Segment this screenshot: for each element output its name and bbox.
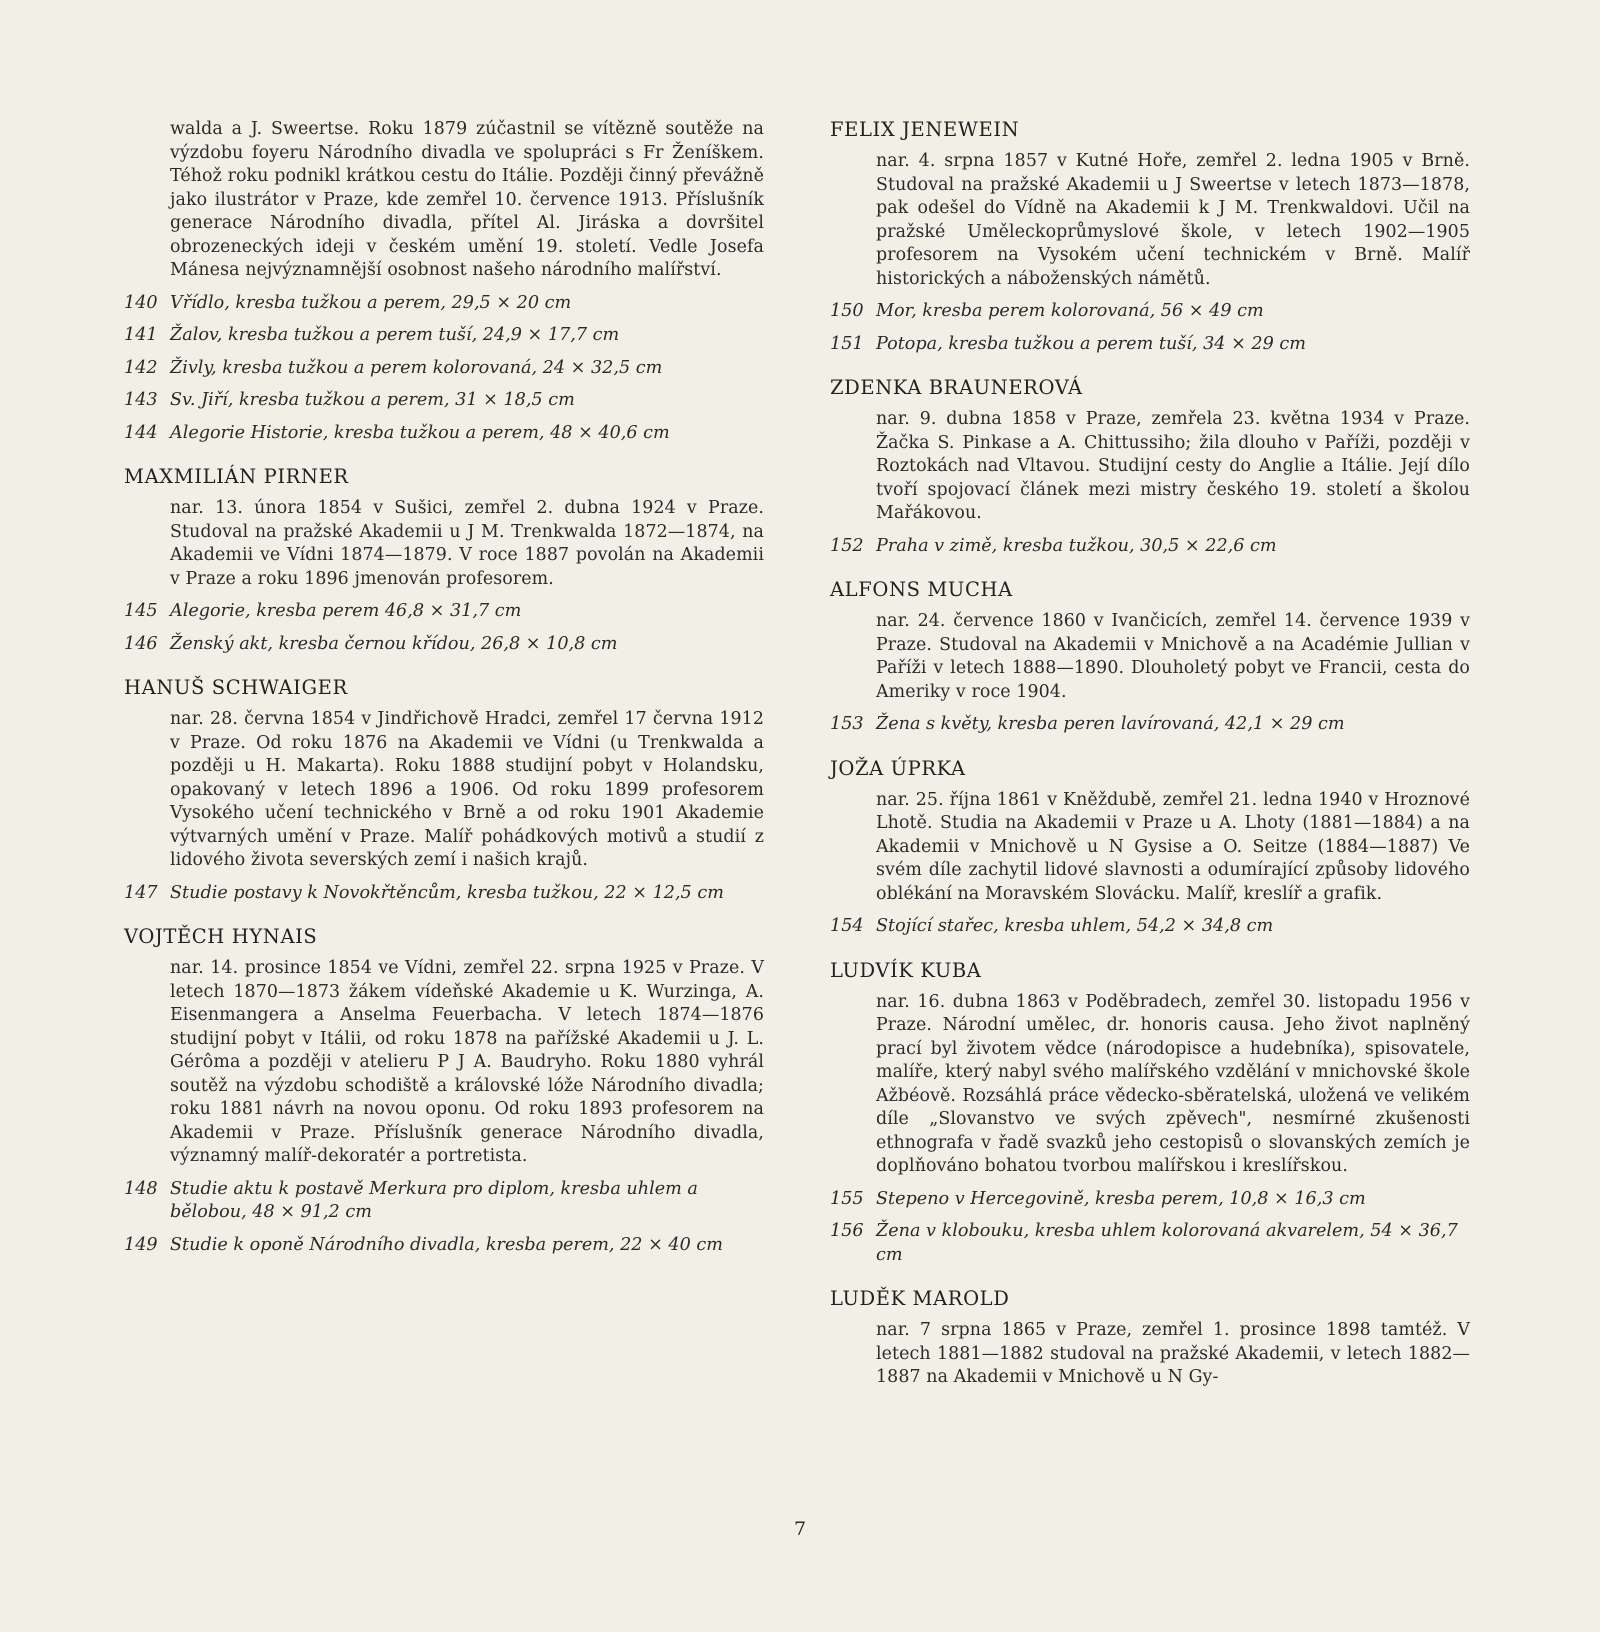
work-number: 148 [124, 1178, 158, 1199]
artist-biography: nar. 9. dubna 1858 v Praze, zemřela 23. května 1934 v Praze. Žačka S. Pinkase a A. Chittussiho; žila dlouho v Paříži, později v Roztokách nad Vltavou. Studijní cesty do Anglie a Itálie. Její dílo tvoří spojovací článek mezi mistry českého 19. století a školou Mařákovou. [876, 409, 1470, 523]
work-number: 140 [124, 292, 158, 313]
work-number: 153 [830, 714, 864, 734]
work-number: 144 [124, 422, 158, 443]
artist-section-marold [830, 1287, 1470, 1390]
work-entry [124, 292, 764, 316]
page-number: 7 [793, 1518, 807, 1540]
work-title: Mor, kresba perem kolorovaná, 56 × 49 cm [876, 301, 1264, 321]
artist-section-mucha [830, 578, 1470, 737]
work-entry [830, 915, 1470, 939]
work-title: Živly, kresba tužkou a perem kolorovaná, 24 × 32,5 cm [170, 357, 663, 378]
artist-biography: nar. 14. prosince 1854 ve Vídni, zemřel 22. srpna 1925 v Praze. V letech 1870—1873 žákem vídeňské Akademie u K. Wurzinga, A. Eisenmangera a Anselma Feuerbacha. V letech 1874—1876 studijní pobyt v Itálii, od roku 1878 na pařížské Akademii u J. L. Gérôma a později v atelieru P J A. Baudryho. Roku 1880 vyhrál soutěž na výzdobu schodiště a královské lóže Národního divadla; roku 1881 návrh na novou oponu. Od roku 1893 profesorem na Akademii v Praze. Příslušník generace Národního divadla, významný malíř-dekoratér a portretista. [170, 958, 764, 1166]
work-title: Stojící stařec, kresba uhlem, 54,2 × 34,8 cm [876, 916, 1274, 936]
work-title: Studie k oponě Národního divadla, kresba perem, 22 × 40 cm [170, 1234, 723, 1255]
work-title: Žalov, kresba tužkou a perem tuší, 24,9 × 17,7 cm [170, 325, 620, 345]
artist-section-braunerova [830, 376, 1470, 558]
work-entry [830, 535, 1470, 559]
left-column [124, 118, 764, 1266]
work-entry [830, 333, 1470, 357]
work-number: 142 [124, 357, 158, 378]
work-title: Praha v zimě, kresba tužkou, 30,5 × 22,6 cm [876, 535, 1277, 556]
work-number: 141 [124, 325, 158, 345]
work-title: Sv. Jiří, kresba tužkou a perem, 31 × 18,5 cm [170, 390, 575, 410]
artist-biography: nar. 24. července 1860 v Ivančicích, zemřel 14. července 1939 v Praze. Studoval na Akademii v Mnichově a na Académie Jullian v Paříži v letech 1888—1890. Dlouholetý pobyt ve Francii, cesta do Ameriky v roce 1904. [876, 611, 1470, 702]
work-title: Stepeno v Hercegovině, kresba perem, 10,8 × 16,3 cm [876, 1188, 1366, 1209]
work-title: Studie postavy k Novokřtěncům, kresba tužkou, 22 × 12,5 cm [170, 882, 724, 903]
artist-section-kuba [830, 959, 1470, 1268]
continued-biography: walda a J. Sweertse. Roku 1879 zúčastnil se vítězně soutěže na výzdobu foyeru Národního divadla ve spolupráci s Fr Ženíškem. Téhož roku podnikl krátkou cestu do Itálie. Později činný převážně jako ilustrátor v Praze, kde zemřel 10. července 1913. Příslušník generace Národního divadla, přítel Al. Jiráska a dovršitel obrozeneckých ideji v českém umění 19. století. Vedle Josefa Mánesa nejvýznamnější osobnost našeho národního malířství. [170, 119, 764, 280]
continued-works [124, 292, 764, 446]
work-entry [124, 324, 764, 348]
work-title: Alegorie, kresba perem 46,8 × 31,7 cm [170, 601, 522, 621]
artist-biography: nar. 13. února 1854 v Sušici, zemřel 2. dubna 1924 v Praze. Studoval na pražské Akademii u J M. Trenkwalda 1872—1874, na Akademii ve Vídni 1874—1879. V roce 1887 povolán na Akademii v Praze a roku 1896 jmenován profesorem. [170, 498, 764, 589]
work-entry [124, 1234, 764, 1258]
artist-name: FELIX JENEWEIN [830, 118, 1020, 141]
work-number: 149 [124, 1234, 158, 1255]
artist-biography: nar. 7 srpna 1865 v Praze, zemřel 1. prosince 1898 tamtéž. V letech 1881—1882 studoval na pražské Akademii, v letech 1882—1887 na Akademii v Mnichově u N Gy- [876, 1320, 1470, 1387]
work-title: Studie aktu k postavě Merkura pro diplom, kresba uhlem a bělobou, 48 × 91,2 cm [170, 1178, 698, 1222]
artist-name: LUDVÍK KUBA [830, 958, 982, 982]
work-entry [124, 882, 764, 906]
work-title: Žena v klobouku, kresba uhlem kolorovaná akvarelem, 54 × 36,7 cm [876, 1221, 1458, 1265]
work-entry [124, 1178, 764, 1225]
work-entry [830, 1188, 1470, 1212]
work-number: 150 [830, 301, 864, 321]
work-number: 154 [830, 916, 864, 936]
artist-name: ALFONS MUCHA [830, 578, 1013, 601]
artist-name: LUDĚK MAROLD [830, 1287, 1010, 1310]
work-title: Potopa, kresba tužkou a perem tuší, 34 × 29 cm [876, 333, 1306, 354]
work-entry [124, 600, 764, 624]
work-number: 155 [830, 1188, 864, 1209]
artist-section-uprka [830, 757, 1470, 939]
artist-name: HANUŠ SCHWAIGER [124, 676, 348, 699]
work-entry [830, 1220, 1470, 1267]
artist-name: JOŽA ÚPRKA [830, 756, 966, 780]
work-entry [124, 422, 764, 446]
artist-section-hynais [124, 925, 764, 1257]
work-entry [830, 300, 1470, 324]
work-title: Žena s květy, kresba peren lavírovaná, 42,1 × 29 cm [876, 714, 1345, 734]
work-number: 152 [830, 535, 864, 556]
work-entry [124, 357, 764, 381]
right-column [830, 118, 1470, 1397]
artist-biography: nar. 4. srpna 1857 v Kutné Hoře, zemřel 2. ledna 1905 v Brně. Studoval na pražské Akademii u J Sweertse v letech 1873—1878, pak odešel do Vídně na Akademii k J M. Trenkwaldovi. Učil na pražské Uměleckoprůmyslové škole, v letech 1902—1905 profesorem na Vysokém učení technickém v Brně. Malíř historických a náboženských námětů. [876, 151, 1470, 289]
artist-biography: nar. 28. června 1854 v Jindřichově Hradci, zemřel 17 června 1912 v Praze. Od roku 1876 na Akademii ve Vídni (u Trenkwalda a později u H. Makarta). Roku 1888 studijní pobyt v Holandsku, opakovaný v letech 1896 a 1906. Od roku 1899 profesorem Vysokého učení technického v Brně a od roku 1901 Akademie výtvarných umění v Praze. Malíř pohádkových motivů a studií z lidového života severských zemí i našich krajů. [170, 709, 764, 870]
artist-name: ZDENKA BRAUNEROVÁ [830, 376, 1083, 399]
work-entry [830, 713, 1470, 737]
work-title: Vřídlo, kresba tužkou a perem, 29,5 × 20 cm [170, 292, 572, 313]
work-number: 147 [124, 882, 158, 903]
artist-section-schwaiger [124, 676, 764, 905]
work-number: 143 [124, 390, 158, 410]
artist-section-jenewein [830, 118, 1470, 356]
work-number: 146 [124, 633, 158, 654]
work-entry [124, 389, 764, 413]
artist-section-pirner [124, 465, 764, 656]
work-entry [124, 633, 764, 657]
work-title: Alegorie Historie, kresba tužkou a perem, 48 × 40,6 cm [170, 422, 670, 443]
work-number: 145 [124, 601, 158, 621]
work-number: 151 [830, 333, 864, 354]
artist-name: VOJTĚCH HYNAIS [124, 925, 318, 948]
artist-biography: nar. 25. října 1861 v Kněždubě, zemřel 21. ledna 1940 v Hroznové Lhotě. Studia na Akademii v Praze u A. Lhoty (1881—1884) a na Akademii v Mnichově u N Gysise a O. Seitze (1884—1887) Ve svém díle zachytil lidové slavnosti a odumírající způsoby lidového oblékání na Moravském Slovácku. Malíř, kreslíř a grafik. [876, 789, 1470, 904]
artist-name: MAXMILIÁN PIRNER [124, 465, 349, 488]
work-number: 156 [830, 1221, 864, 1241]
artist-biography: nar. 16. dubna 1863 v Poděbradech, zemřel 30. listopadu 1956 v Praze. Národní umělec, dr. honoris causa. Jeho život naplněný prací byl životem vědce (národopisce a hudebníka), spisovatele, malíře, který nabyl svého malířského vzdělání v mnichovské škole Ažbéově. Rozsáhlá práce vědecko-sběratelská, uložená ve velikém díle „Slovanstvo ve svých zpěvech", nesmírné zkušenosti ethnografa v řadě svazků jeho cestopisů o slovanských zemích je doplňováno bohatou tvorbou malířskou i kreslířskou. [876, 991, 1470, 1176]
work-title: Ženský akt, kresba černou křídou, 26,8 × 10,8 cm [170, 633, 618, 654]
